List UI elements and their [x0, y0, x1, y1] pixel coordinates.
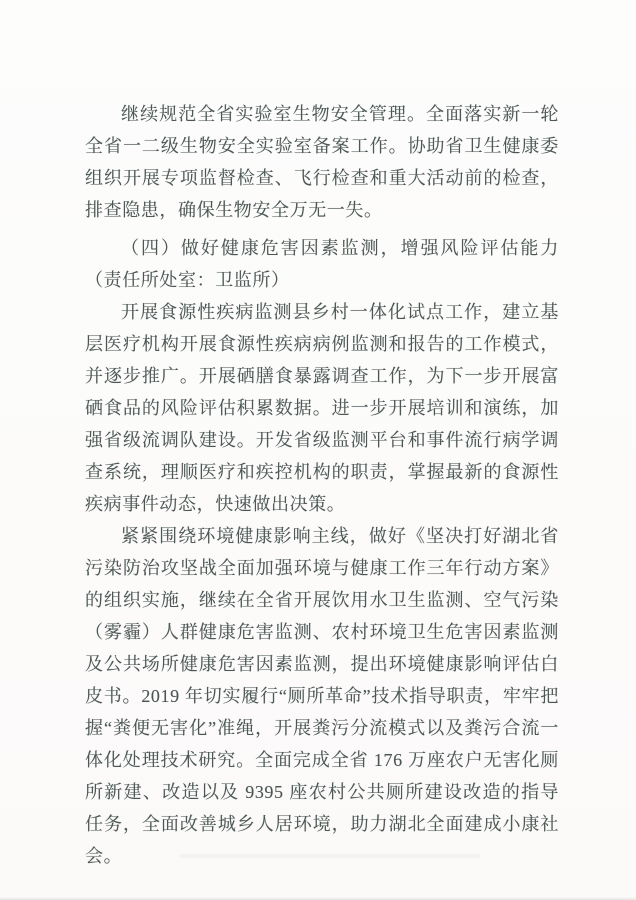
document-text-block	[85, 98, 559, 872]
paragraph-environment-health: 紧紧围绕环境健康影响主线，做好《坚决打好湖北省污染防治攻坚战全面加强环境与健康工作三年行动方案》的组织实施，继续在全省开展饮用水卫生监测、空气污染（雾霾）人群健康危害监测、农村环境卫生危害因素监测及公共场所健康危害因素监测，提出环境健康影响评估白皮书。2019 年切实履行“厕所革命”技术指导职责，牢牢把握“粪便无害化”准绳，开展粪污分流模式以及粪污合流一体化处理技术研究。全面完成全省 176 万座农户无害化厕所新建、改造以及 9395 座农村公共厕所建设改造的指导任务，全面改善城乡人居环境，助力湖北全面建成小康社会。	[85, 526, 559, 866]
paragraph-foodborne-disease-monitoring: 开展食源性疾病监测县乡村一体化试点工作，建立基层医疗机构开展食源性疾病病例监测和报告的工作模式，并逐步推广。开展硒膳食暴露调查工作，为下一步开展富硒食品的风险评估积累数据。进一步开展培训和演练，加强省级流调队建设。开发省级监测平台和事件流行病学调查系统，理顺医疗和疾控机构的职责，掌握最新的食源性疾病事件动态，快速做出决策。	[85, 302, 559, 514]
section-heading-health-hazard-monitoring: （四）做好健康危害因素监测，增强风险评估能力（责任所处室：卫监所）	[85, 238, 559, 290]
scan-artifact-smudge	[180, 854, 480, 858]
paragraph-biosafety-management: 继续规范全省实验室生物安全管理。全面落实新一轮全省一二级生物安全实验室备案工作。协助省卫生健康委组织开展专项监督检查、飞行检查和重大活动前的检查，排查隐患，确保生物安全万无一失。	[85, 104, 559, 220]
